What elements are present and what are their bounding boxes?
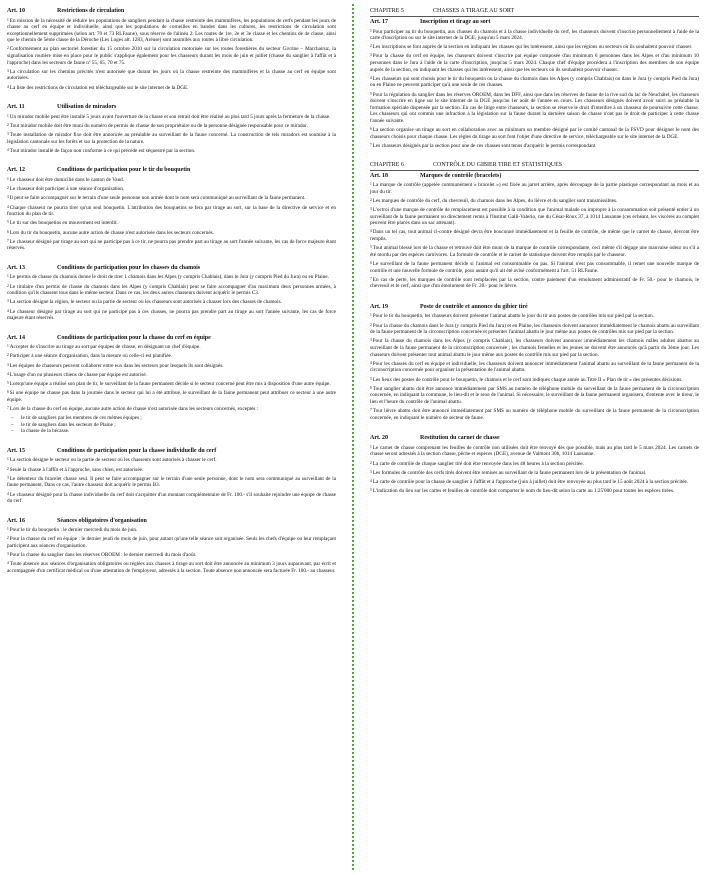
article-art-17: [370, 19, 699, 150]
article-heading: [7, 104, 336, 111]
article-title: Utilisation de miradors: [57, 104, 117, 111]
article-art-16: [7, 518, 336, 575]
chapter-title: CHASSES A TIRAGE AU SORT: [433, 8, 515, 14]
article-number: Art. 17: [370, 19, 388, 25]
article-paragraph: $^3$Le détenteur du bracelet chasse seul. Il peut se faire accompagner sur le terrain d'une seule personne, dont le nom sera communiqué au surveillant de la faune permanent. Dans ce cas, l'autre chasseur doit acquérir le permis B3.: [7, 475, 336, 489]
article-paragraph: $^4$Les chasseurs qui sont choisis pour le tir du bouquetin ou la chasse du chamois dans les Alpes (y compris Chablais) ou dans le Jura (y compris Pied du Jura) ou en Plaine ne peuvent participer qu'à une seule de ces chasses.: [370, 75, 699, 89]
article-paragraph: $^6$Tout sanglier abattu doit être annoncé immédiatement par SMS au numéro de téléphone mobile du surveillant de la faune permanent de la circonscription concernée, en indiquant la commune, le lieu-dit et le sexe de l'animal. Si nécessaire, le surveillant de la faune permanent organisera, d'entente avec le tireur, le lieu et l'heure du contrôle de l'animal abattu.: [370, 385, 699, 405]
article-paragraph: $^4$Toute absence aux séances d'organisation obligatoires ou réglées aux chasses à tirage au sort doit être annoncée au minimum 3 jours auparavant, par écrit et accompagnée d'un certificat médical ou d'une attestation de l'employeur, adressés à la section. Toute absence non annoncée sera facturée Fr. 100.- au chasseur.: [7, 561, 336, 574]
article-paragraph: $^5$Pour la régulation du sanglier dans les réserves OROEM, dans les DFF, ainsi que dans les réserves de faune de la rive sud du lac de Neuchâtel, les chasseurs doivent s'inscrire en ligne sur le site internet de la DGE jusqu'au 1er août de l'année en cours. Les chasseurs désignés doivent avoir suivi au préalable la formation spéciale dispensée par la section. En cas de litige entre chasseurs, la section se réserve le droit d'interdire à un chasseur de poursuivre cette chasse. Les chasseurs qui ont commis une infraction à la législation sur la faune durant la dernière saison de chasse n'ont pas le droit de participer à cette chasse l'année suivante.: [370, 91, 699, 124]
article-paragraph: $^4$L'usage d'un ou plusieurs chiens de chasse par équipe est autorisé.: [7, 371, 147, 378]
article-paragraph: $^1$La section désigne le secteur ou la partie de secteur où les chasseurs sont autorisés à chasser le cerf.: [7, 457, 217, 464]
article-paragraph: $^3$La section désigne la région, le secteur ou la partie de secteur où les chasseurs sont autorisés à chasser lors des chasses de chamois.: [7, 299, 282, 306]
article-title: Marques de contrôle (bracelets): [420, 172, 502, 179]
article-heading: [370, 435, 699, 442]
article-paragraph: $^1$Le chasseur doit être domicilié dans le canton de Vaud.: [7, 176, 125, 183]
article-paragraph: $^7$Les chasseurs désignés par la section pour une de ces chasses sont tenus d'acquérir le permis correspondant.: [370, 142, 597, 149]
article-paragraph: $^1$La marque de contrôle (appelée communément « bracelet ») est fixée au jarret arrière, après découpage de la partie plastique correspondant au mois et au jour du tir.: [370, 182, 699, 195]
article-number: Art. 16: [7, 517, 25, 524]
article-paragraph: $^7$Tout lièvre abattu doit être annoncé immédiatement par SMS au numéro de téléphone mobile du surveillant de la faune permanent de la circonscription concernée, en indiquant le numéro de secteur de faune.: [370, 408, 699, 421]
chapter-number: CHAPITRE 5: [370, 8, 404, 14]
article-paragraph: $^3$L'octroi d'une marque de contrôle de remplacement est possible à la condition que l'animal malade ou impropre à la consommation soit présenté entier à un surveillant de la faune permanent ou directement remis à l'Institut Galli-Valerio, rue du César-Roux 37, à 1014 Lausanne (ces échéant, les viscères au complet peuvent être placés dans un sac attenant).: [370, 207, 699, 227]
article-title: Conditions de participation pour la chasse individuelle du cerf: [57, 447, 217, 454]
article-paragraph: $^1$Accepter de s'inscrire au tirage au sort par équipes de chasse, en désignant un chef d'équipe.: [7, 344, 201, 351]
article-paragraph: $^2$Seule la chasse à l'affût et à l'approche, sans chien, est autorisée.: [7, 466, 144, 473]
article-heading: [7, 8, 336, 15]
article-paragraph: $^2$Tout mirador mobile doit être muni du numéro de permis de chasse de son propriétaire ou de la personne désignée responsable pour ce mirador.: [7, 122, 308, 129]
article-title: Restitution du carnet de chasse: [420, 435, 500, 442]
article-heading: [7, 335, 336, 342]
heading-rule: [370, 170, 699, 171]
article-heading: [7, 518, 336, 525]
article-paragraph: $^4$Dans un tel cas, tout animal ci-contre désigné devra être bouconné immédiatement et la feuille de contrôle, de même que le carnet de chasse, devront être remplis.: [370, 229, 699, 242]
article-title: Conditions de participation pour la chasse du cerf en équipe: [57, 334, 211, 341]
chapter-title: CONTRÔLE DU GIBIER TIRE ET STATISTIQUES: [433, 161, 563, 168]
article-paragraph: $^3$Toute installation de mirador fixe doit être annoncée au préalable au surveillant de la faune concerné. La construction de tels miradors est soumise à la législation cantonale sur les forêts et sur la protection de la nature.: [7, 132, 336, 145]
article-paragraph: $^4$La carte de contrôle pour la chasse de sanglier à l'affût et à l'approche (juin à juillet) doit être renvoyée au plus tard le 15 août 2024 à la section précitée.: [370, 478, 689, 485]
article-paragraph: $^3$Il peut se faire accompagner sur le terrain d'une seule personne non armée dont le nom sera communiqué au surveillant de la faune permanent.: [7, 195, 306, 202]
article-paragraph: $^3$Pour la chasse du chamois dans les Alpes (y compris Chablais), les chasseurs doivent annoncer immédiatement les chamois mâles adultes abattus au surveillant de la faune permanent de la circonscription concernée ; les chamois femelles et les jeunes ne doivent être annoncés qu'à partir du 3ème jour. Les chasseurs doivent présenter tout animal abattu le jour même aux postes de contrôle mis sur pied par la section.: [370, 338, 699, 358]
article-number: Art. 13: [7, 264, 25, 271]
article-paragraph: $^2$Pour la chasse du cerf en équipe : le dernier jeudi du mois de juin, pour autant qu'une telle séance soit organisée. Seuls les chefs d'équipe ou leur remplaçant participent aux séances d'organisation.: [7, 536, 336, 550]
article-number: Art. 14: [7, 334, 25, 341]
list-item: – la chasse de la bécasse.: [7, 428, 336, 435]
article-paragraph: $^6$Lors du tir du bouquetin, aucune autre action de chasse n'est autorisée dans les secteurs concernés.: [7, 229, 214, 236]
article-paragraph: $^4$La liste des restrictions de circulation est téléchargeable sur le site internet de la DGE.: [7, 84, 189, 91]
article-title: Séances obligatoires d'organisation: [57, 517, 147, 524]
article-paragraph: $^6$La section organise un tirage au sort en collaboration avec au minimum un membre désigné par le comité cantonal de la FSVD pour désigner le nom des chasseurs choisis pour chaque chasse. Les règles du tirage au sort font l'objet d'une directive de service, téléchargeable sur le site internet de la DGE.: [370, 127, 699, 140]
article-title: Conditions de participation pour le tir du bouquetin: [57, 167, 191, 174]
article-paragraph: $^6$Si une équipe ne chasse pas dans la journée dans le secteur qui lui a été attribué, le surveillant de la faune permanent peut attribuer ce secteur à une autre équipe.: [7, 390, 336, 403]
article-number: Art. 11: [7, 104, 25, 111]
article-paragraph: $^1$Le carnet de chasse comprenant les feuilles de contrôle non utilisées doit être renvoyé dès que possible, mais au plus tard le 5 mars 2024. Les carnets de chasse seront adressés à la section chasse, pêche et espèces (DGE), avenue de Valmont 30b, 1014 Lausanne.: [370, 444, 699, 458]
exception-list: [7, 415, 336, 435]
heading-rule: [370, 16, 699, 17]
article-paragraph: $^5$Le tir sur des bouquetins en mouvement est interdit.: [7, 220, 118, 227]
article-paragraph: $^4$Pour les chasses du cerf en équipe et individuelle, les chasseurs doivent annoncer immédiatement l'animal abattu au surveillant de la faune permanent de la circonscription concernée pour organiser la présentation de l'animal abattu.: [370, 360, 699, 374]
article-heading: [370, 19, 699, 26]
article-art-10: [7, 8, 336, 91]
article-art-13: [7, 265, 336, 322]
article-title: Poste de contrôle et annonce du gibier tiré: [420, 303, 528, 310]
article-number: Art. 18: [370, 172, 388, 179]
list-item: – le tir de sangliers dans les secteurs de Plaine ;: [7, 422, 336, 429]
article-paragraph: $^2$Les inscriptions se font auprès de la section en indiquant les chasses qui les intéressent, ainsi que les régions ou secteurs où ils souhaitent pouvoir chasser.: [370, 44, 693, 51]
article-paragraph: $^7$Le chasseur désigné par tirage au sort qui ne participe pas à ce tir, ne pourra pas prendre part au tirage au sort l'année suivante, les cas de force majeure étant réservés.: [7, 238, 336, 252]
article-paragraph: $^1$Pour le tir du bouquetin, les chasseurs doivent présenter l'animal abattu le jour du tir aux postes de contrôles mis sur pied par la section.: [370, 313, 655, 320]
article-heading: [7, 448, 336, 455]
article-paragraph: $^4$Le chasseur désigné pour la chasse individuelle du cerf doit s'acquitter d'un montant complémentaire de Fr. 100.- s'il souhaite rejoindre une équipe de chasse du cerf.: [7, 491, 336, 505]
article-paragraph: $^7$Lors de la chasse du cerf en équipe, aucune autre action de chasse n'est autorisée dans les secteurs concernés, exceptés :: [7, 405, 259, 412]
article-heading: [370, 304, 699, 311]
article-paragraph: $^6$Le surveillant de la faune permanent décide si l'animal est consommable ou pas. Si l'animal n'est pas consommable, il remet une nouvelle marque de contrôle et une nouvelle formule de contrôle, pour autant qu'il ait été avisé conformément à l'art. 51 RLFaune.: [370, 260, 699, 274]
article-paragraph: $^2$Pour la chasse du chamois dans le Jura (y compris Pied du Jura) et en Plaine, les chasseurs doivent annoncer immédiatement le chamois abattu au surveillant de la faune permanent de la circonscription concernée et présenter l'animal abattu le jour même aux postes de contrôles mis sur pied par la section.: [370, 322, 699, 336]
article-paragraph: $^5$Les lieux des postes de contrôle pour le bouquetin, le chamois et le cerf sont indiqués chaque année au Titre II « Plan de tir » des présentes décisions.: [370, 376, 683, 383]
article-art-12: [7, 167, 336, 251]
article-paragraph: $^4$Tout mirador installé de façon non conforme à ce qui précède est séquestré par la section.: [7, 147, 196, 154]
article-paragraph: $^5$Lorsqu'une équipe a réalisé son plan de tir, le surveillant de la faune permanent décide si le secteur concerné peut être mis à disposition d'une autre équipe.: [7, 380, 331, 387]
left-column: [7, 8, 336, 577]
article-paragraph: $^3$Les équipes de chasseurs peuvent collaborer entre eux dans les secteurs pour lesquels ils sont désignés.: [7, 362, 224, 369]
article-paragraph: $^1$Le permis de chasse du chamois donne le droit de tirer 1 chamois dans les Alpes (y compris Chablais), dans le Jura (y compris Pied du Jura) ou en Plaine.: [7, 274, 329, 281]
article-paragraph: $^2$Le titulaire d'un permis de chasse du chamois dans les Alpes (y compris Chablais) peut se faire accompagner d'au maximum deux personnes armées, à condition qu'ils chassent tous dans le même secteur. Dans ce cas, les deux autres chasseurs doivent acquérir le permis C3.: [7, 283, 336, 297]
article-number: Art. 15: [7, 447, 25, 454]
article-title: Restrictions de circulation: [57, 8, 125, 14]
article-paragraph: $^5$L'indication du lieu sur les cartes et feuilles de contrôle doit comporter le nom du lieu-dit selon la carte au 1:25'000 pour toutes les espèces tirées.: [370, 488, 675, 495]
article-paragraph: $^2$Participer à une séance d'organisation, dans la mesure où celle-ci est planifiée.: [7, 353, 173, 360]
article-paragraph: $^2$Le chasseur doit participer à une séance d'organisation.: [7, 186, 125, 193]
article-number: Art. 10: [7, 8, 25, 14]
list-item: – le tir de sangliers par les membres de ces mêmes équipes ;: [7, 415, 336, 422]
article-paragraph: $^2$Conformément au plan sectoriel forestier du 15 octobre 2010 sur la circulation motorisée sur les routes forestières du secteur Givrine – Marchairuz, la signalisation routière mise en place pour le public s'applique également pour les chasseurs durant les mois de juin et juillet (chasse du sanglier à l'affût et à l'approche) dans les secteurs de faune nº 55, 65, 70 et 75.: [7, 46, 336, 66]
chapter-number: CHAPITRE 6: [370, 161, 404, 168]
article-paragraph: $^4$Chaque chasseur ne pourra tirer qu'un seul bouquetin. L'attribution des bouquetins se fera par tirage au sort, sur la base de la directive de service et en fonction du plan de tir.: [7, 204, 336, 218]
article-paragraph: $^7$En cas de perte, les marques de contrôle sont remplacées par la section, contre paiement d'un émolument administratif de Fr. 50.- pour le chamois, le chevreuil et le cerf, ainsi que d'un émolument de Fr. 20.- pour le lièvre.: [370, 276, 699, 290]
article-art-11: [7, 104, 336, 154]
article-number: Art. 12: [7, 167, 25, 174]
article-heading: [7, 265, 336, 272]
article-paragraph: $^4$Le chasseur désigné par tirage au sort qui ne participe pas à ces chasses, ne pourra pas prendre part au tirage au sort l'année suivante, les cas de force majeure étant réservés.: [7, 308, 336, 322]
article-paragraph: $^2$La carte de contrôle de chaque sanglier tiré doit être renvoyée dans les 48 heures à la section précitée.: [370, 460, 584, 467]
article-art-14: [7, 335, 336, 435]
article-title: Inscription et tirage au sort: [420, 19, 491, 25]
chapter-heading: [370, 162, 699, 169]
article-paragraph: $^3$Les formules de contrôle des cerfs tirés doivent être remises au surveillant de la faune permanent lors de la présentation de l'animal.: [370, 469, 647, 476]
article-number: Art. 20: [370, 435, 388, 442]
chapter-heading: [370, 8, 699, 15]
article-art-15: [7, 448, 336, 505]
article-paragraph: $^3$La circulation sur les chemins précités n'est autorisée que durant les jours où la chasse restreinte des mammifères et la chasse au cerf en équipe sont autorisées.: [7, 68, 336, 82]
article-heading: [370, 173, 699, 180]
article-paragraph: $^3$Pour la chasse du sanglier dans les réserves OROEM : le dernier mercredi du mois d'août.: [7, 552, 197, 559]
article-art-19: [370, 304, 699, 421]
article-paragraph: $^5$Tout animal blessé lors de la chasse et retrouvé doit être muni de la marque de contrôle correspondante, ceci même s'il dégage une mauvaise odeur ou s'il a été mordu par des espèces carnivores. La formule de contrôle et le carnet de statistique doivent être remplis par le chasseur.: [370, 245, 699, 258]
article-paragraph: $^1$En mission de la nécessité de réduire les populations de sangliers pendant la chasse restreinte des mammifères, les populations de cerfs pendant les jours de chasse au cerf en équipe et individuelle, ainsi que les populations de corneilles en bandes dans les cultures, les restrictions de circulation sont exceptionnellement supprimées (selon art. 70 et 73 RLFaune), sous réserve de l'alinéa 2. Les routes de 1re, 2e et 3e classe et les chemins de 4e classe, ainsi que le chemin de 5ème classe de la Déroche (Les Loges alt. 1283, Aréuse) sont assimilés aux routes à libre circulation.: [7, 17, 336, 44]
article-art-18: [370, 173, 699, 290]
article-title: Conditions de participation pour les chasses du chamois: [57, 264, 201, 271]
article-paragraph: $^1$Pour le tir du bouquetin : le dernier mercredi du mois de juin.: [7, 527, 138, 534]
article-heading: [7, 167, 336, 174]
article-paragraph: $^3$Pour la chasse du cerf en équipe, les chasseurs doivent s'inscrire par équipe composée d'au minimum 6 personnes dans les Alpes et d'au minimum 10 personnes dans le Jura à l'aide de la carte d'inscription, jusqu'au 5 mars 2024. Chaque chef d'équipe procédera à l'inscription des membres de son équipe auprès de la section, en indiquant les chasses qui les intéressent, ainsi que les secteurs où ils souhaitent pouvoir chasser.: [370, 53, 699, 73]
article-paragraph: $^2$Les marques de contrôle du cerf, du chevreuil, du chamois dans les Alpes, du lièvre et du sanglier sont transmissibles.: [370, 197, 618, 204]
article-art-20: [370, 435, 699, 494]
article-number: Art. 19: [370, 303, 388, 310]
article-paragraph: $^1$Pour participer au tir du bouquetin, aux chasses du chamois et à la chasse individuelle du cerf, les chasseurs doivent s'inscrire personnellement à l'aide de la carte d'inscription ou sur le site internet de la DGE, jusqu'au 5 mars 2024.: [370, 28, 699, 42]
article-paragraph: $^1$Un mirador mobile peut être installé 5 jours avant l'ouverture de la chasse et son retrait doit être réalisé au plus tard 5 jours après la fermeture de la chasse.: [7, 113, 331, 120]
column-divider: [352, 4, 354, 870]
right-column: [370, 8, 699, 497]
